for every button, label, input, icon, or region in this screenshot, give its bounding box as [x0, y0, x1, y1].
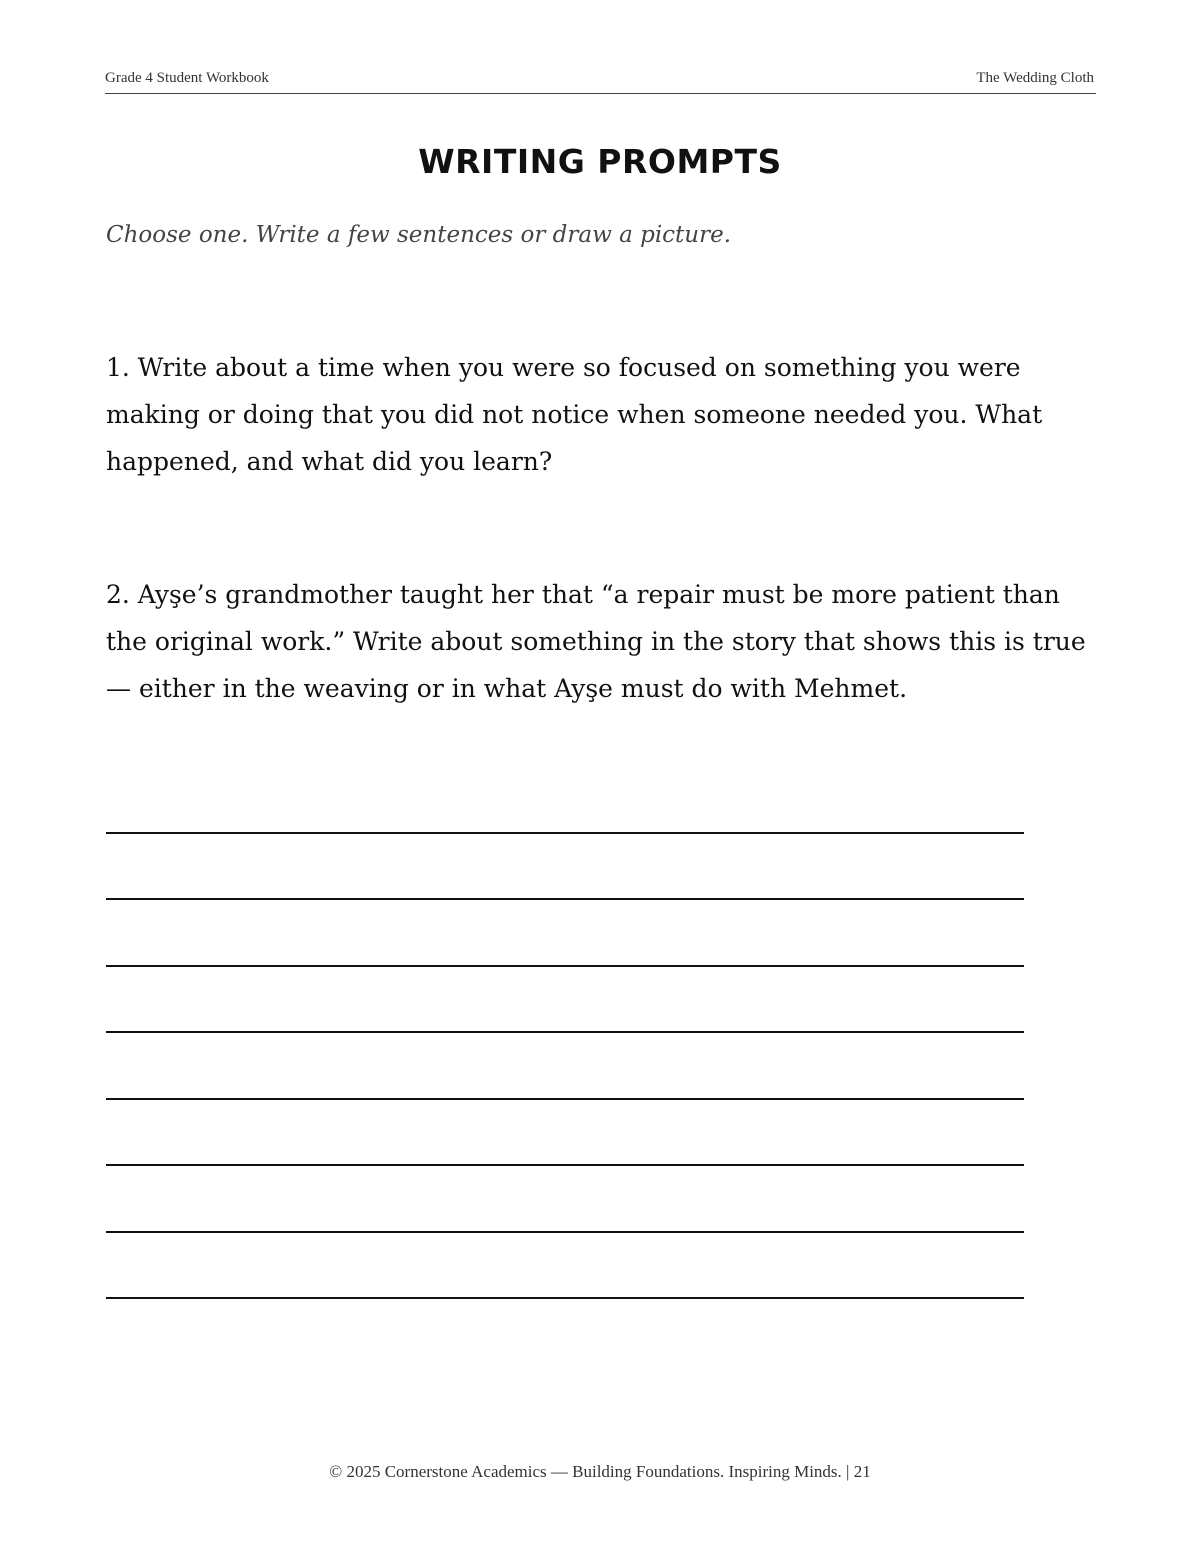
answer-line — [106, 900, 1024, 967]
answer-line — [106, 1166, 1024, 1233]
answer-line — [106, 834, 1024, 901]
writing-prompt-2: 2. Ayşe’s grandmother taught her that “a repair must be more patient than the original work.” Write about something in the story that shows this is true — either in the weaving or in what Ayşe must do with Mehmet. — [106, 580, 1086, 703]
running-header — [105, 66, 1096, 94]
instructions: Choose one. Write a few sentences or draw a picture. — [106, 222, 732, 248]
answer-line — [106, 1233, 1024, 1300]
answer-line — [106, 1100, 1024, 1167]
header-story-title: The Wedding Cloth — [976, 70, 1094, 86]
page-title: WRITING PROMPTS — [418, 142, 782, 181]
page-footer: © 2025 Cornerstone Academics — Building Foundations. Inspiring Minds. | 21 — [329, 1462, 871, 1481]
writing-prompt-1: 1. Write about a time when you were so focused on something you were making or doing that you did not notice when someone needed you. What happened, and what did you learn? — [106, 353, 1043, 476]
header-workbook-title: Grade 4 Student Workbook — [105, 70, 269, 86]
answer-line — [106, 1033, 1024, 1100]
answer-line — [106, 767, 1024, 834]
answer-line — [106, 967, 1024, 1034]
answer-lines — [106, 767, 1024, 1299]
